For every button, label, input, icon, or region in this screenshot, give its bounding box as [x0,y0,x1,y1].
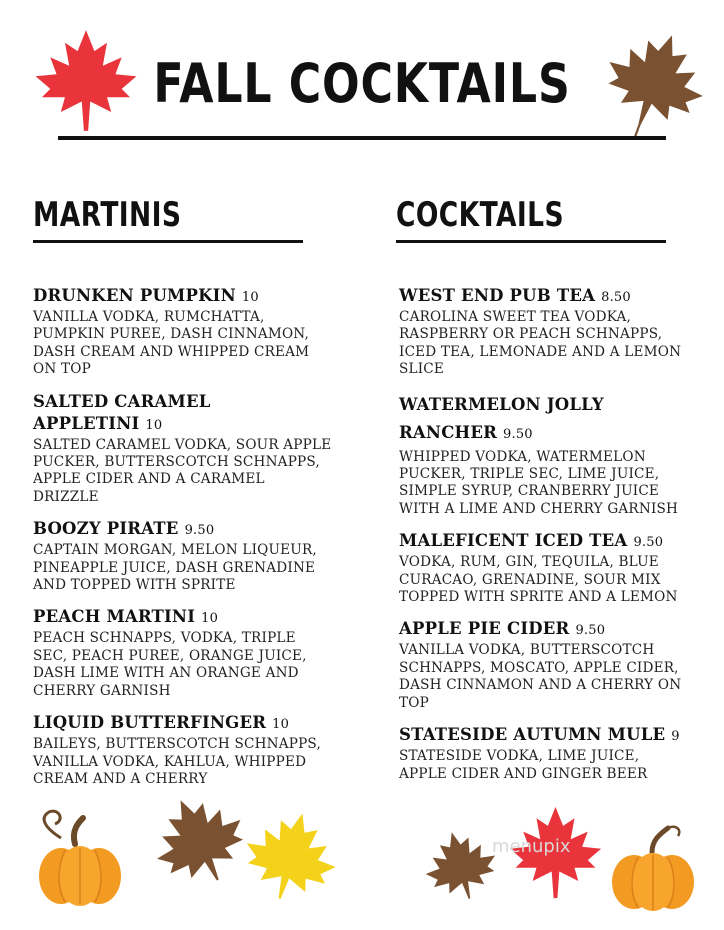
item-name: DRUNKEN PUMPKIN [33,286,236,305]
menu-item [399,285,689,379]
brown-maple-leaf-icon [422,828,500,906]
menu-item [33,391,333,507]
yellow-maple-leaf-icon [238,808,343,908]
item-price: 10 [145,417,163,433]
menu-item [399,724,689,783]
item-price: 9 [671,729,680,745]
pumpkin-icon [608,818,698,913]
menu-item [399,618,689,712]
item-name: BOOZY PIRATE [33,519,179,539]
item-price: 8.50 [601,290,631,305]
title-rule [58,136,666,140]
item-description: PEACH SCHNAPPS, VODKA, TRIPLE SEC, PEACH PUREE, ORANGE JUICE, DASH LIME WITH AN ORANGE AND CHERRY GARNISH [33,630,307,699]
red-maple-leaf-icon [30,28,142,133]
martinis-rule [33,240,303,243]
menu-item [33,606,333,700]
cocktails-rule [396,240,666,243]
item-description: WHIPPED VODKA, WATERMELON PUCKER, TRIPLE SEC, LIME JUICE, SIMPLE SYRUP, CRANBERRY JUICE WITH A LIME AND CHERRY GARNISH [399,448,679,517]
item-name: LIQUID BUTTERFINGER [33,713,267,733]
watermark: menupix [492,836,571,857]
item-description: BAILEYS, BUTTERSCOTCH SCHNAPPS, VANILLA VODKA, KAHLUA, WHIPPED CREAM AND A CHERRY [33,736,321,787]
item-price: 9.50 [575,623,606,639]
martinis-list [33,285,333,800]
page-title: FALL COCKTAILS [153,52,571,115]
item-description: VODKA, RUM, GIN, TEQUILA, BLUE CURACAO, GRENADINE, SOUR MIX TOPPED WITH SPRITE AND A LEMON [399,554,678,606]
item-name: WATERMELON JOLLY RANCHER [399,394,604,442]
item-description: SALTED CARAMEL VODKA, SOUR APPLE PUCKER, BUTTERSCOTCH SCHNAPPS, APPLE CIDER AND A CARAMEL DRIZZLE [33,436,332,505]
menu-item [33,712,333,788]
item-price: 10 [241,290,259,305]
section-title-martinis: MARTINIS [33,195,182,235]
item-price: 10 [201,611,219,627]
item-description: VANILLA VODKA, RUMCHATTA, PUMPKIN PUREE, DASH CINNAMON, DASH CREAM AND WHIPPED CREAM ON TOP [33,309,310,378]
item-name: PEACH MARTINI [33,607,196,627]
item-name: WEST END PUB TEA [399,286,596,305]
item-price: 10 [272,717,290,733]
menu-item [399,530,689,606]
item-price: 9.50 [503,426,533,442]
menu-item [399,391,689,519]
item-description: STATESIDE VODKA, LIME JUICE, APPLE CIDER AND GINGER BEER [399,748,648,782]
menu-item [33,285,333,379]
menu-item [33,518,333,594]
item-description: CAROLINA SWEET TEA VODKA, RASPBERRY OR PEACH SCHNAPPS, ICED TEA, LEMONADE AND A LEMON SLICE [399,309,682,378]
item-description: VANILLA VODKA, BUTTERSCOTCH SCHNAPPS, MOSCATO, APPLE CIDER, DASH CINNAMON AND A CHERRY ON TOP [399,642,682,711]
item-name: SALTED CARAMEL APPLETINI [33,391,211,433]
item-price: 9.50 [633,535,664,551]
brown-maple-leaf-icon [600,28,710,136]
item-name: STATESIDE AUTUMN MULE [399,725,666,745]
section-title-cocktails: COCKTAILS [396,195,564,235]
brown-maple-leaf-icon [150,792,250,892]
cocktails-list [399,285,689,795]
item-name: MALEFICENT ICED TEA [399,531,628,551]
item-price: 9.50 [184,523,215,539]
item-name: APPLE PIE CIDER [399,619,570,639]
pumpkin-icon [35,808,125,908]
item-description: CAPTAIN MORGAN, MELON LIQUEUR, PINEAPPLE JUICE, DASH GRENADINE AND TOPPED WITH SPRITE [33,542,317,594]
